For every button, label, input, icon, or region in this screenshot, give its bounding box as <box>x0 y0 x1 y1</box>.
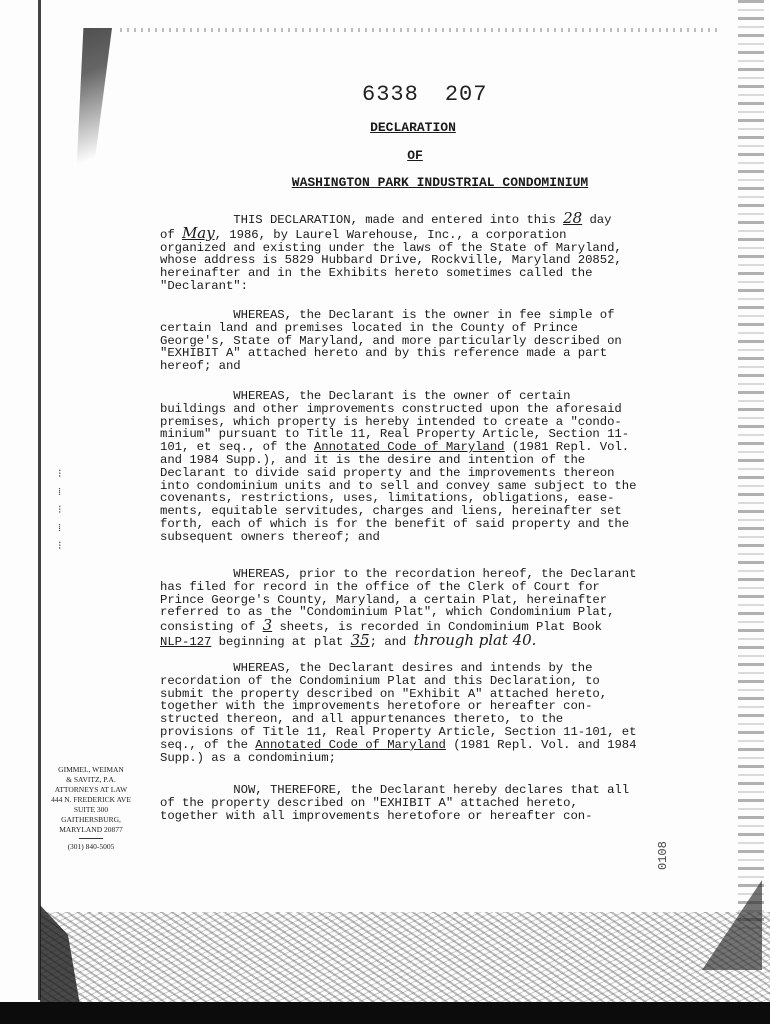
handwritten-plat-start: 35 <box>350 630 370 649</box>
paragraph-now-therefore: NOW, THEREFORE, the Declarant hereby declares that all of the property described on "EXHIBIT A" attached hereto, together with all improvements heretofore or hereafter con- <box>160 783 630 823</box>
liber-number: 6338 <box>362 82 419 107</box>
scan-top-speckle <box>120 28 720 32</box>
document-title-of: OF <box>407 148 423 163</box>
margin-code: 0108 <box>656 841 670 870</box>
paragraph-whereas-buildings: WHEREAS, the Declarant is the owner of certain buildings and other improvements constructed upon the aforesaid premises, which property is hereby intended to create a "condo- minium" pursuant to Title 11, Real Property Article, Section 11- 101, et seq., of the Annotated Code of Maryland (1981 Repl. Vol. and 1984 Supp.), and it is the desire and intention of the Declarant to divide said property and the improvements thereon into condominium units and to sell and convey same subject to the covenants, restrictions, uses, limitations, obligations, ease- ments, equitable servitudes, charges and liens, hereinafter set forth, each of which is for the benefit of said property and the subsequent owners thereof; and <box>160 389 637 544</box>
paragraph-whereas-submit: WHEREAS, the Declarant desires and intends by the recordation of the Condominium Plat and this Declaration, to submit the property described on "Exhibit A" attached hereto, together with the improvements heretofore or hereafter con- structed thereon, and all appurtenances thereto, to the provisions of Title 11, Real Property Article, Section 11-101, et seq., of the Annotated Code of Maryland (1981 Repl. Vol. and 1984 Supp.) as a condominium; <box>160 661 637 765</box>
scan-right-edge <box>738 0 764 930</box>
handwritten-day: 28 <box>563 209 583 227</box>
handwritten-month: May <box>182 223 215 242</box>
scan-bottom-edge <box>0 1002 770 1024</box>
scan-bottom-noise <box>40 912 770 1004</box>
margin-recording-marks: ⁝ ⁞ ⁝ ⁞ ⁝ <box>58 468 62 552</box>
paragraph-whereas-land: WHEREAS, the Declarant is the owner in fee simple of certain land and premises located in the County of Prince George's, State of Maryland, and more particularly described on "EXHIBIT A" attached hereto and by this reference made a part hereof; and <box>160 308 622 374</box>
handwritten-sheets: 3 <box>262 616 273 635</box>
handwritten-plat-end: through plat 40. <box>413 630 537 649</box>
folio-number: 207 <box>444 82 488 107</box>
paragraph-declaration-intro: THIS DECLARATION, made and entered into this 28 day of May, 1986, by Laurel Warehouse, Inc., a corporation organized and existing under the laws of the State of Maryland, whose address is 5829 Hubbard Drive, Rockville, Maryland 20852, hereinafter and in the Exhibits hereto sometimes called the "Declarant": <box>160 209 622 293</box>
law-firm-stamp: GIMMEL, WEIMAN & SAVITZ, P.A. ATTORNEYS AT LAW 444 N. FREDERICK AVE SUITE 300 GAITHERSBURG, MARYLAND 20877 (301) 840-5005 <box>51 765 131 851</box>
scan-smudge <box>60 28 112 188</box>
plat-book-number: NLP-127 <box>160 634 212 649</box>
document-title: DECLARATION <box>370 120 456 135</box>
condominium-name: WASHINGTON PARK INDUSTRIAL CONDOMINIUM <box>291 175 589 190</box>
paragraph-whereas-plat: WHEREAS, prior to the recordation hereof, the Declarant has filed for record in the office of the Clerk of Court for Prince George's County, Maryland, a certain Plat, hereinafter referred to as the "Condominium Plat", which Condominium Plat, consisting of 3 sheets, is recorded in Condominium Plat Book NLP-127 beginning at plat 35; and through plat 40. <box>160 567 637 649</box>
liber-folio-number <box>362 82 513 107</box>
